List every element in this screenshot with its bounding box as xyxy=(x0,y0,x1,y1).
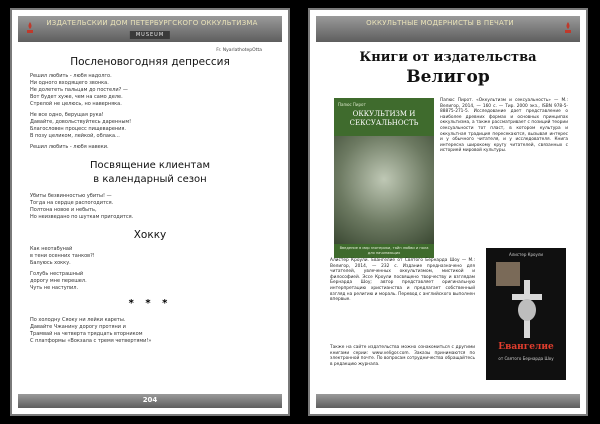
verse-line: Давайте Чжанину дорогу протяни и xyxy=(30,324,126,330)
poem-title-line: в календарный сезон xyxy=(93,174,207,185)
poem-title-line: Посвящение клиентам xyxy=(89,160,211,171)
stanza xyxy=(30,112,270,140)
left-page-content xyxy=(24,48,276,349)
verse-line: Ни одного входящего звонка. xyxy=(30,80,109,86)
museum-tag: MUSEUM xyxy=(130,31,170,39)
page-title-line2: Велигор xyxy=(406,67,490,87)
poem-body xyxy=(30,73,270,151)
lamp-logo-icon xyxy=(22,20,38,36)
book1-description: Папюс Пирот. «Оккультизм и сексуальность» — М.: Велигор, 2014, — 160 с. — Тир. 2000 экз., ISBN 978-5-88875-271-5. Исследование дает представление о наиболее древних формах и основных принципах оккультизма, а также рассматривает с позиций теории сексуальности тот пласт, в котором культура и оккультная традиция пересекаются, вызывая интерес и у обычного читателя, и у исследователя. Книга интересна широкому кругу читателей, связанных с историей мировой культуры. xyxy=(440,98,568,154)
verse-line: Благословен процесс пищеварения. xyxy=(30,126,127,132)
right-page-footer xyxy=(316,394,580,408)
book-cover-occultism xyxy=(334,98,434,258)
verse-line: Балуюсь хокку. xyxy=(30,260,71,266)
verse-line: По холодну Сяоку ни лейки кареты. xyxy=(30,317,126,323)
verse-line: Решил любить - любя надолго. xyxy=(30,73,112,79)
verse-line: С платформы «Вокзала с тремя четвертями!» xyxy=(30,338,152,344)
verse-line: Не все одно, берущая рука! xyxy=(30,112,104,118)
book-title: ОККУЛЬТИЗМ И СЕКСУАЛЬНОСТЬ xyxy=(349,110,419,127)
verse-line: Полтона новое и небыть, xyxy=(30,207,97,213)
verse-line: Голубь нестрашный xyxy=(30,271,84,277)
verse-line: Решил любить - любя навеки. xyxy=(30,144,109,150)
poem-body xyxy=(30,246,270,292)
book-cover-gospel xyxy=(486,248,566,380)
poem-body xyxy=(30,317,270,345)
left-page xyxy=(10,8,290,416)
poem-title xyxy=(24,159,276,187)
left-header-text: ИЗДАТЕЛЬСКИЙ ДОМ ПЕТЕРБУРГСКОГО ОККУЛЬТИЗМА xyxy=(46,19,258,27)
verse-line: Вот будет хуже, чем на само деле. xyxy=(30,94,123,100)
verse-line: дорогу мне перешел. xyxy=(30,278,87,284)
stanza xyxy=(30,144,270,151)
verse-line: Убиты безвинностью убиты! — xyxy=(30,193,112,199)
left-page-footer xyxy=(18,394,282,408)
left-page-header xyxy=(18,16,282,42)
book-subtitle: от Святого Бернарда Шоу xyxy=(498,356,554,361)
page-title xyxy=(310,50,586,87)
book2-description: Алистер Кроули. Евангелие от Святого Бернарда Шоу — М.: Велигор, 2014, — 232 с. Издание предназначено для читателей, увлеченных оккультизмом, мистикой и философией. Эссе Кроули посвящено творчеству и взглядам Бернарда Шоу; автор представляет оригинальную интерпретацию христианства и предлагает собственный взгляд на религию и мораль. Перевод с английского выполнен впервые. xyxy=(330,258,475,303)
cross-icon xyxy=(512,280,542,338)
book-title: Евангелие xyxy=(498,342,554,352)
poem-title: Посленовогодняя депрессия xyxy=(70,56,230,68)
page-title-line1: Книги от издательства xyxy=(359,50,537,65)
right-page xyxy=(308,8,588,416)
author-name: Fr. NyarlathotepOtta xyxy=(216,48,262,53)
stanza xyxy=(30,246,270,267)
verse-line: Стрелой не целюсь, но наверняка. xyxy=(30,101,122,107)
verse-line: Тогда на сердце распогодится. xyxy=(30,200,114,206)
verse-line: Не долететь пальцам до постели? — xyxy=(30,87,128,93)
stanza xyxy=(30,193,270,221)
right-header-text: ОККУЛЬТНЫЕ МОДЕРНИСТЫ В ПЕЧАТИ xyxy=(366,19,514,27)
verse-line: Давайте, довольствуйтесь даренным! xyxy=(30,119,132,125)
book-cover-image xyxy=(334,136,434,244)
verse-line: Чуть не наступил. xyxy=(30,285,79,291)
poem-title: Хокку xyxy=(133,229,167,241)
page-number: 204 xyxy=(142,396,158,404)
lamp-logo-icon xyxy=(560,20,576,36)
book-author-label: Алистер Кроули xyxy=(508,252,544,257)
book-author-label: Папюс Пирот xyxy=(338,102,366,107)
stanza xyxy=(30,73,270,108)
stanza xyxy=(30,317,270,345)
book-footer-text: Введение в мир эзотерики, тайн любви и пола для начинающих xyxy=(339,246,429,255)
verse-line: Но неизведано по шуткам пригодится. xyxy=(30,214,134,220)
verse-line: Как неотабунай xyxy=(30,246,73,252)
verse-line: в тени осенних танков?! xyxy=(30,253,95,259)
right-page-header xyxy=(316,16,580,42)
poem-body xyxy=(30,193,270,221)
publisher-note: Также на сайте издательства можно ознакомиться с другими книгами серии: www.veligor.com. Заказы принимаются по электронной почте. По вопросам сотрудничества обращайтесь в редакцию журнала. xyxy=(330,345,475,367)
stanza xyxy=(30,271,270,292)
verse-line: В позу целиком, лейкой, облака... xyxy=(30,133,120,139)
verse-line: Трамвай на четверта трядцать вторником xyxy=(30,331,143,337)
section-divider-stars: * * * xyxy=(128,298,172,309)
